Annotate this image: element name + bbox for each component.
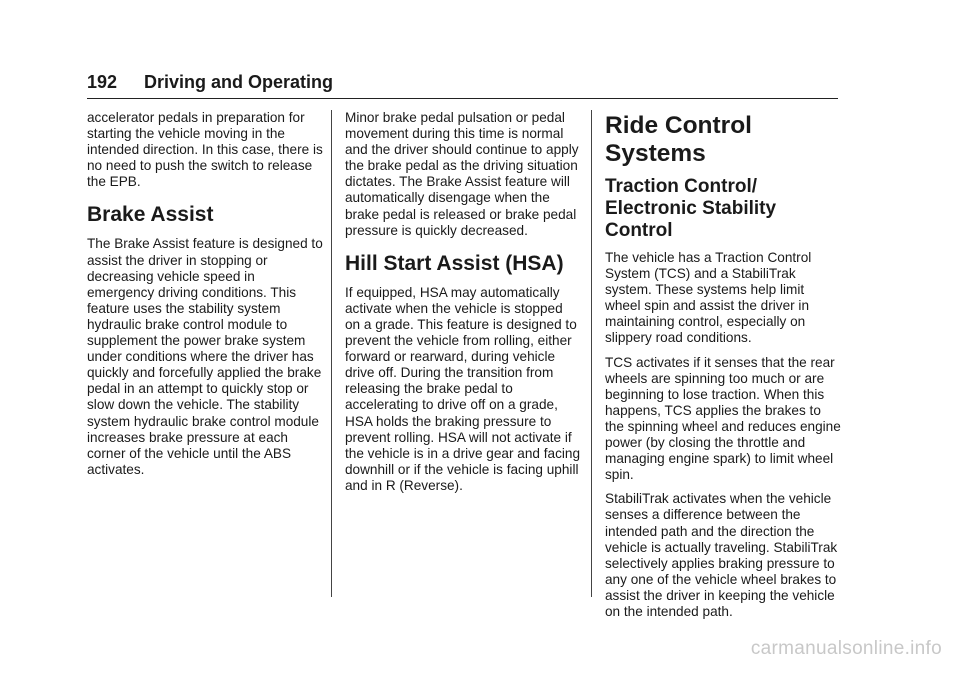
column-1 bbox=[87, 110, 323, 486]
page-number: 192 bbox=[87, 72, 118, 92]
heading-traction-control: Traction Control/ Electronic Stability Control bbox=[605, 176, 777, 241]
column-divider-1 bbox=[331, 110, 332, 597]
page-header bbox=[87, 70, 838, 99]
paragraph-stabilitrak: StabiliTrak activates when the vehicle senses a difference between the intended path and the direction the vehicle is actually traveling. StabiliTrak selectively applies braking pressure to any one of the vehicle wheel brakes to assist the driver in keeping the vehicle on the intended path. bbox=[605, 491, 838, 619]
heading-hill-start-assist: Hill Start Assist (HSA) bbox=[345, 251, 564, 275]
watermark: carmanualsonline.info bbox=[750, 638, 942, 659]
column-3 bbox=[605, 110, 841, 628]
paragraph-hill-start-assist: If equipped, HSA may automatically activate when the vehicle is stopped on a grade. This feature is designed to prevent the vehicle from rolling, either forward or rearward, during vehicle drive off. During the transition from releasing the brake pedal to accelerating to drive off on a grade, HSA holds the braking pressure to prevent rolling. HSA will not activate if the vehicle is in a drive gear and facing downhill or if the vehicle is facing uphill and in R (Reverse). bbox=[345, 284, 581, 493]
heading-brake-assist: Brake Assist bbox=[87, 203, 214, 227]
paragraph-epb-continued: accelerator pedals in preparation for starting the vehicle moving in the intended direction. In this case, there is no need to push the switch to release the EPB. bbox=[87, 110, 323, 190]
paragraph-tcs-activation: TCS activates if it senses that the rear wheels are spinning too much or are beginning to lose traction. When this happens, TCS applies the brakes to the spinning wheel and reduces engine power (by closing the throttle and managing engine spark) to limit wheel spin. bbox=[605, 354, 841, 483]
paragraph-tcs-overview: The vehicle has a Traction Control System (TCS) and a StabiliTrak system. These systems help limit wheel spin and assist the driver in maintaining control, especially on slippery road conditions. bbox=[605, 250, 812, 346]
column-divider-2 bbox=[591, 110, 592, 597]
paragraph-brake-assist-continued: Minor brake pedal pulsation or pedal movement during this time is normal and the driver should continue to apply the brake pedal as the driving situation dictates. The Brake Assist feature will automatically disengage when the brake pedal is released or brake pedal pressure is quickly decreased. bbox=[345, 110, 579, 238]
section-title: Driving and Operating bbox=[144, 72, 334, 92]
heading-ride-control-systems: Ride Control Systems bbox=[605, 112, 752, 167]
paragraph-brake-assist: The Brake Assist feature is designed to assist the driver in stopping or decreasing vehicle speed in emergency driving conditions. This feature uses the stability system hydraulic brake control module to supplement the power brake system under conditions where the driver has quickly and forcefully applied the brake pedal in an attempt to quickly stop or slow down the vehicle. The stability system hydraulic brake control module increases brake pressure at each corner of the vehicle until the ABS activates. bbox=[87, 236, 323, 477]
column-2 bbox=[345, 110, 581, 502]
